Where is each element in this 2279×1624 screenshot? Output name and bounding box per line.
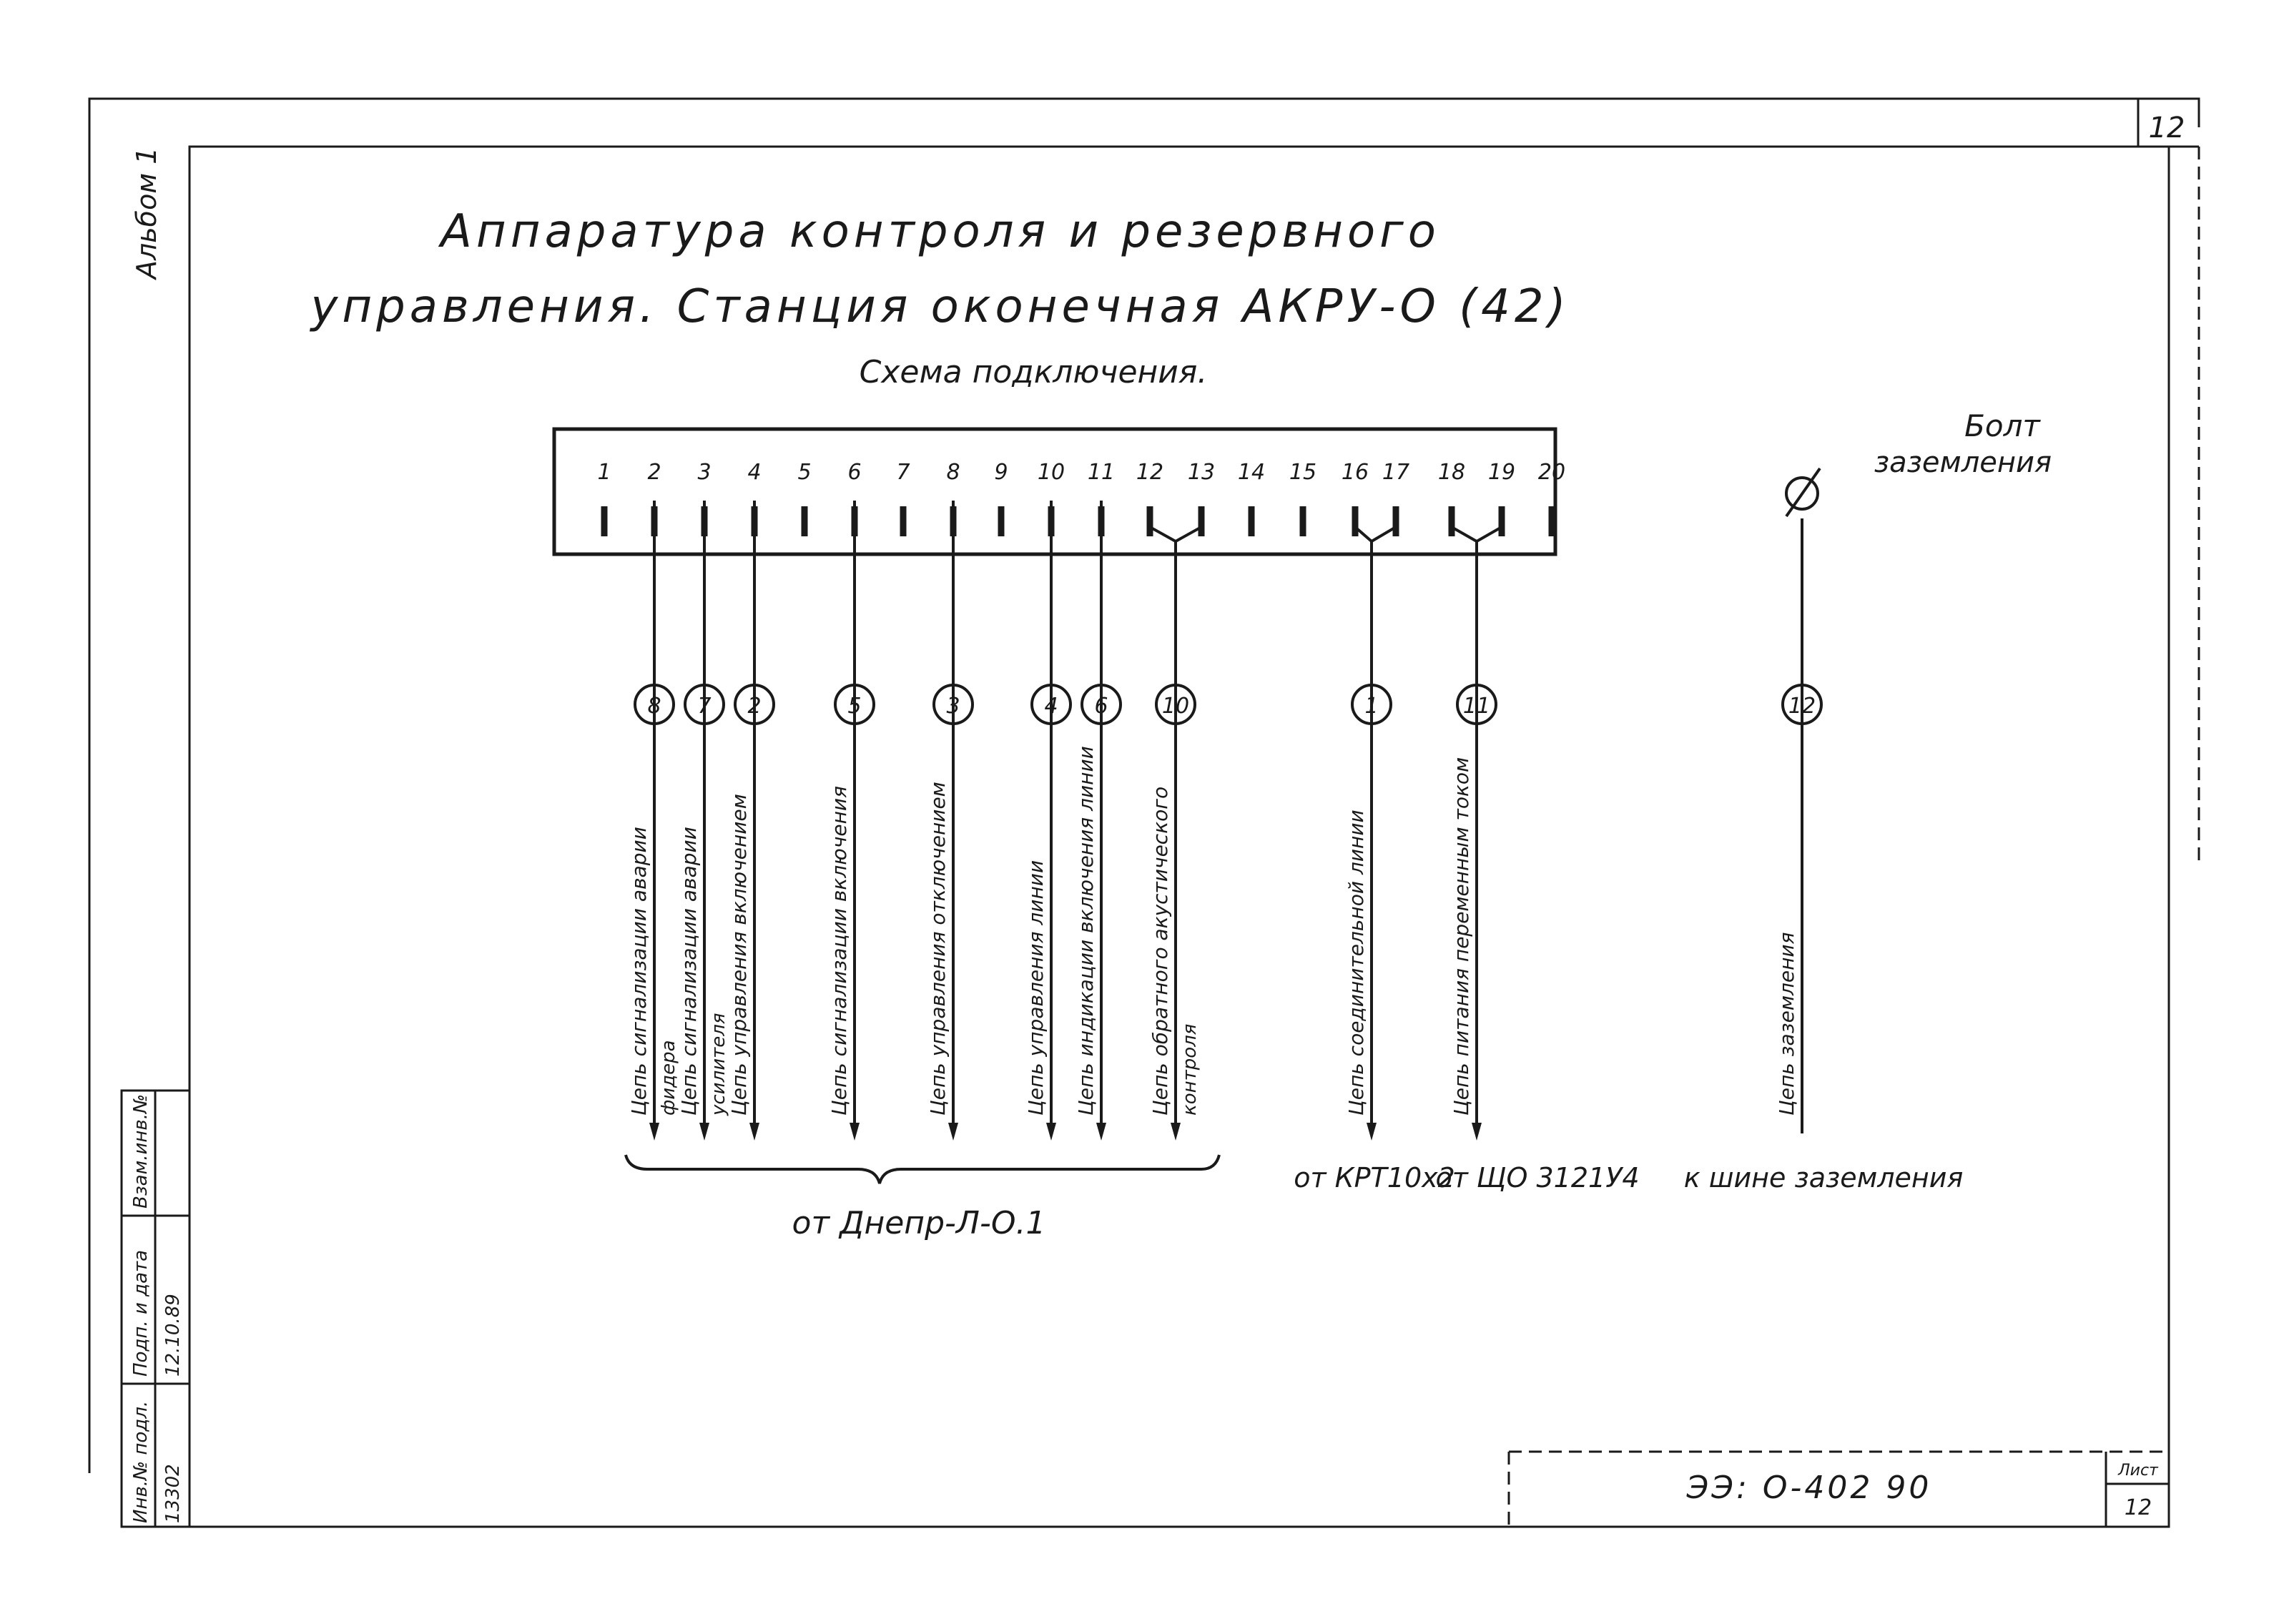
- stamp-col3-header: Взам.инв.№: [130, 1094, 152, 1209]
- title-line2: управления. Станция оконечная АКРУ-О (42): [310, 280, 1570, 333]
- terminal-number: 4: [747, 460, 762, 485]
- arrow-head: [699, 1123, 709, 1141]
- terminal-number: 17: [1382, 460, 1410, 485]
- ground-bolt-label-1: Болт: [1964, 408, 2040, 443]
- circuit-label: Цепь управления отключением: [926, 782, 950, 1116]
- circuit-label-2: контроля: [1179, 1023, 1201, 1116]
- terminal-number: 7: [896, 460, 910, 485]
- circuit-number: 11: [1462, 694, 1491, 719]
- circuit-label: Цепь сигнализации аварии: [627, 827, 651, 1116]
- dnepr-brace: [626, 1155, 1219, 1183]
- source-shch: от ЩО 3121У4: [1435, 1162, 1640, 1194]
- terminal-number: 20: [1537, 460, 1566, 485]
- jumper-16-17: [1355, 508, 1396, 572]
- arrow-head: [649, 1123, 659, 1141]
- circuit-label: Цепь сигнализации включения: [827, 786, 851, 1116]
- terminal-number: 6: [847, 460, 862, 485]
- arrow-head: [1367, 1123, 1377, 1141]
- circuit-label-2: фидера: [658, 1040, 679, 1116]
- terminal-number: 16: [1341, 460, 1369, 485]
- arrow-head: [850, 1123, 860, 1141]
- title-block: [1509, 1452, 2169, 1527]
- stamp-col1-header: Инв.№ подл.: [130, 1400, 152, 1523]
- circuit-label: Цепь питания переменным током: [1449, 757, 1473, 1116]
- circuit-number: 6: [1094, 694, 1108, 719]
- wire-group: [654, 501, 1802, 1133]
- source-ground: к шине заземления: [1683, 1162, 1964, 1194]
- title-line1: Аппаратура контроля и резервного: [440, 205, 1440, 258]
- circuit-number: 7: [697, 694, 712, 719]
- terminal-number: 5: [797, 460, 812, 485]
- circuit-labels: [627, 746, 1798, 1116]
- wire-arrows: [649, 1123, 1482, 1141]
- source-krt: от КРТ10х2: [1294, 1162, 1455, 1194]
- circuit-label: Цепь управления линии: [1024, 860, 1048, 1116]
- circuit-label: Цепь соединительной линии: [1344, 809, 1368, 1116]
- circuit-markers: [635, 685, 1821, 724]
- terminal-number: 1: [597, 460, 611, 485]
- circuit-label: Цепь заземления: [1775, 932, 1798, 1116]
- terminal-number: 8: [946, 460, 960, 485]
- circuit-number: 3: [946, 694, 960, 719]
- circuit-label: Цепь индикации включения линии: [1074, 746, 1098, 1116]
- circuit-number: 5: [847, 694, 862, 719]
- arrow-head: [1046, 1123, 1056, 1141]
- doc-code: ЭЭ: О-402 90: [1686, 1470, 1932, 1506]
- terminal-number: 13: [1187, 460, 1216, 485]
- stamp-col2-value: 12.10.89: [162, 1294, 184, 1377]
- terminal-number: 19: [1487, 460, 1516, 485]
- terminal-row: [597, 460, 1565, 536]
- circuit-number: 8: [647, 694, 661, 719]
- terminal-number: 12: [1136, 460, 1164, 485]
- circuit-number: 10: [1161, 694, 1190, 719]
- terminal-number: 18: [1437, 460, 1466, 485]
- stamp-table: [122, 1091, 189, 1527]
- circuit-number: 4: [1044, 694, 1058, 719]
- circuit-number: 2: [747, 694, 762, 719]
- arrow-head: [749, 1123, 759, 1141]
- terminal-number: 10: [1037, 460, 1065, 485]
- circuit-number: 1: [1364, 694, 1379, 719]
- terminal-number: 2: [647, 460, 661, 485]
- sheet-number: 12: [2148, 112, 2185, 144]
- album-label: Альбом 1: [131, 147, 162, 279]
- arrow-head: [948, 1123, 958, 1141]
- subtitle: Схема подключения.: [859, 354, 1208, 390]
- arrow-head: [1472, 1123, 1482, 1141]
- circuit-label: Цепь обратного акустического: [1148, 786, 1172, 1116]
- source-dnepr: от Днепр-Л-О.1: [792, 1205, 1046, 1241]
- sheet-value: 12: [2124, 1495, 2152, 1520]
- circuit-number: 12: [1788, 694, 1816, 719]
- terminal-number: 9: [994, 460, 1008, 485]
- stamp-col2-header: Подп. и дата: [130, 1249, 152, 1377]
- arrow-head: [1171, 1123, 1181, 1141]
- circuit-label-2: усилителя: [708, 1013, 729, 1116]
- circuit-label: Цепь сигнализации аварии: [677, 827, 701, 1116]
- arrow-head: [1096, 1123, 1106, 1141]
- ground-bolt-label-2: заземления: [1874, 446, 2052, 479]
- terminal-number: 11: [1087, 460, 1116, 485]
- terminal-number: 14: [1237, 460, 1266, 485]
- stamp-col1-value: 13302: [162, 1464, 184, 1523]
- terminal-number: 15: [1289, 460, 1317, 485]
- terminal-number: 3: [697, 460, 712, 485]
- circuit-label: Цепь управления включением: [727, 794, 751, 1116]
- sheet-label: Лист: [2118, 1462, 2158, 1480]
